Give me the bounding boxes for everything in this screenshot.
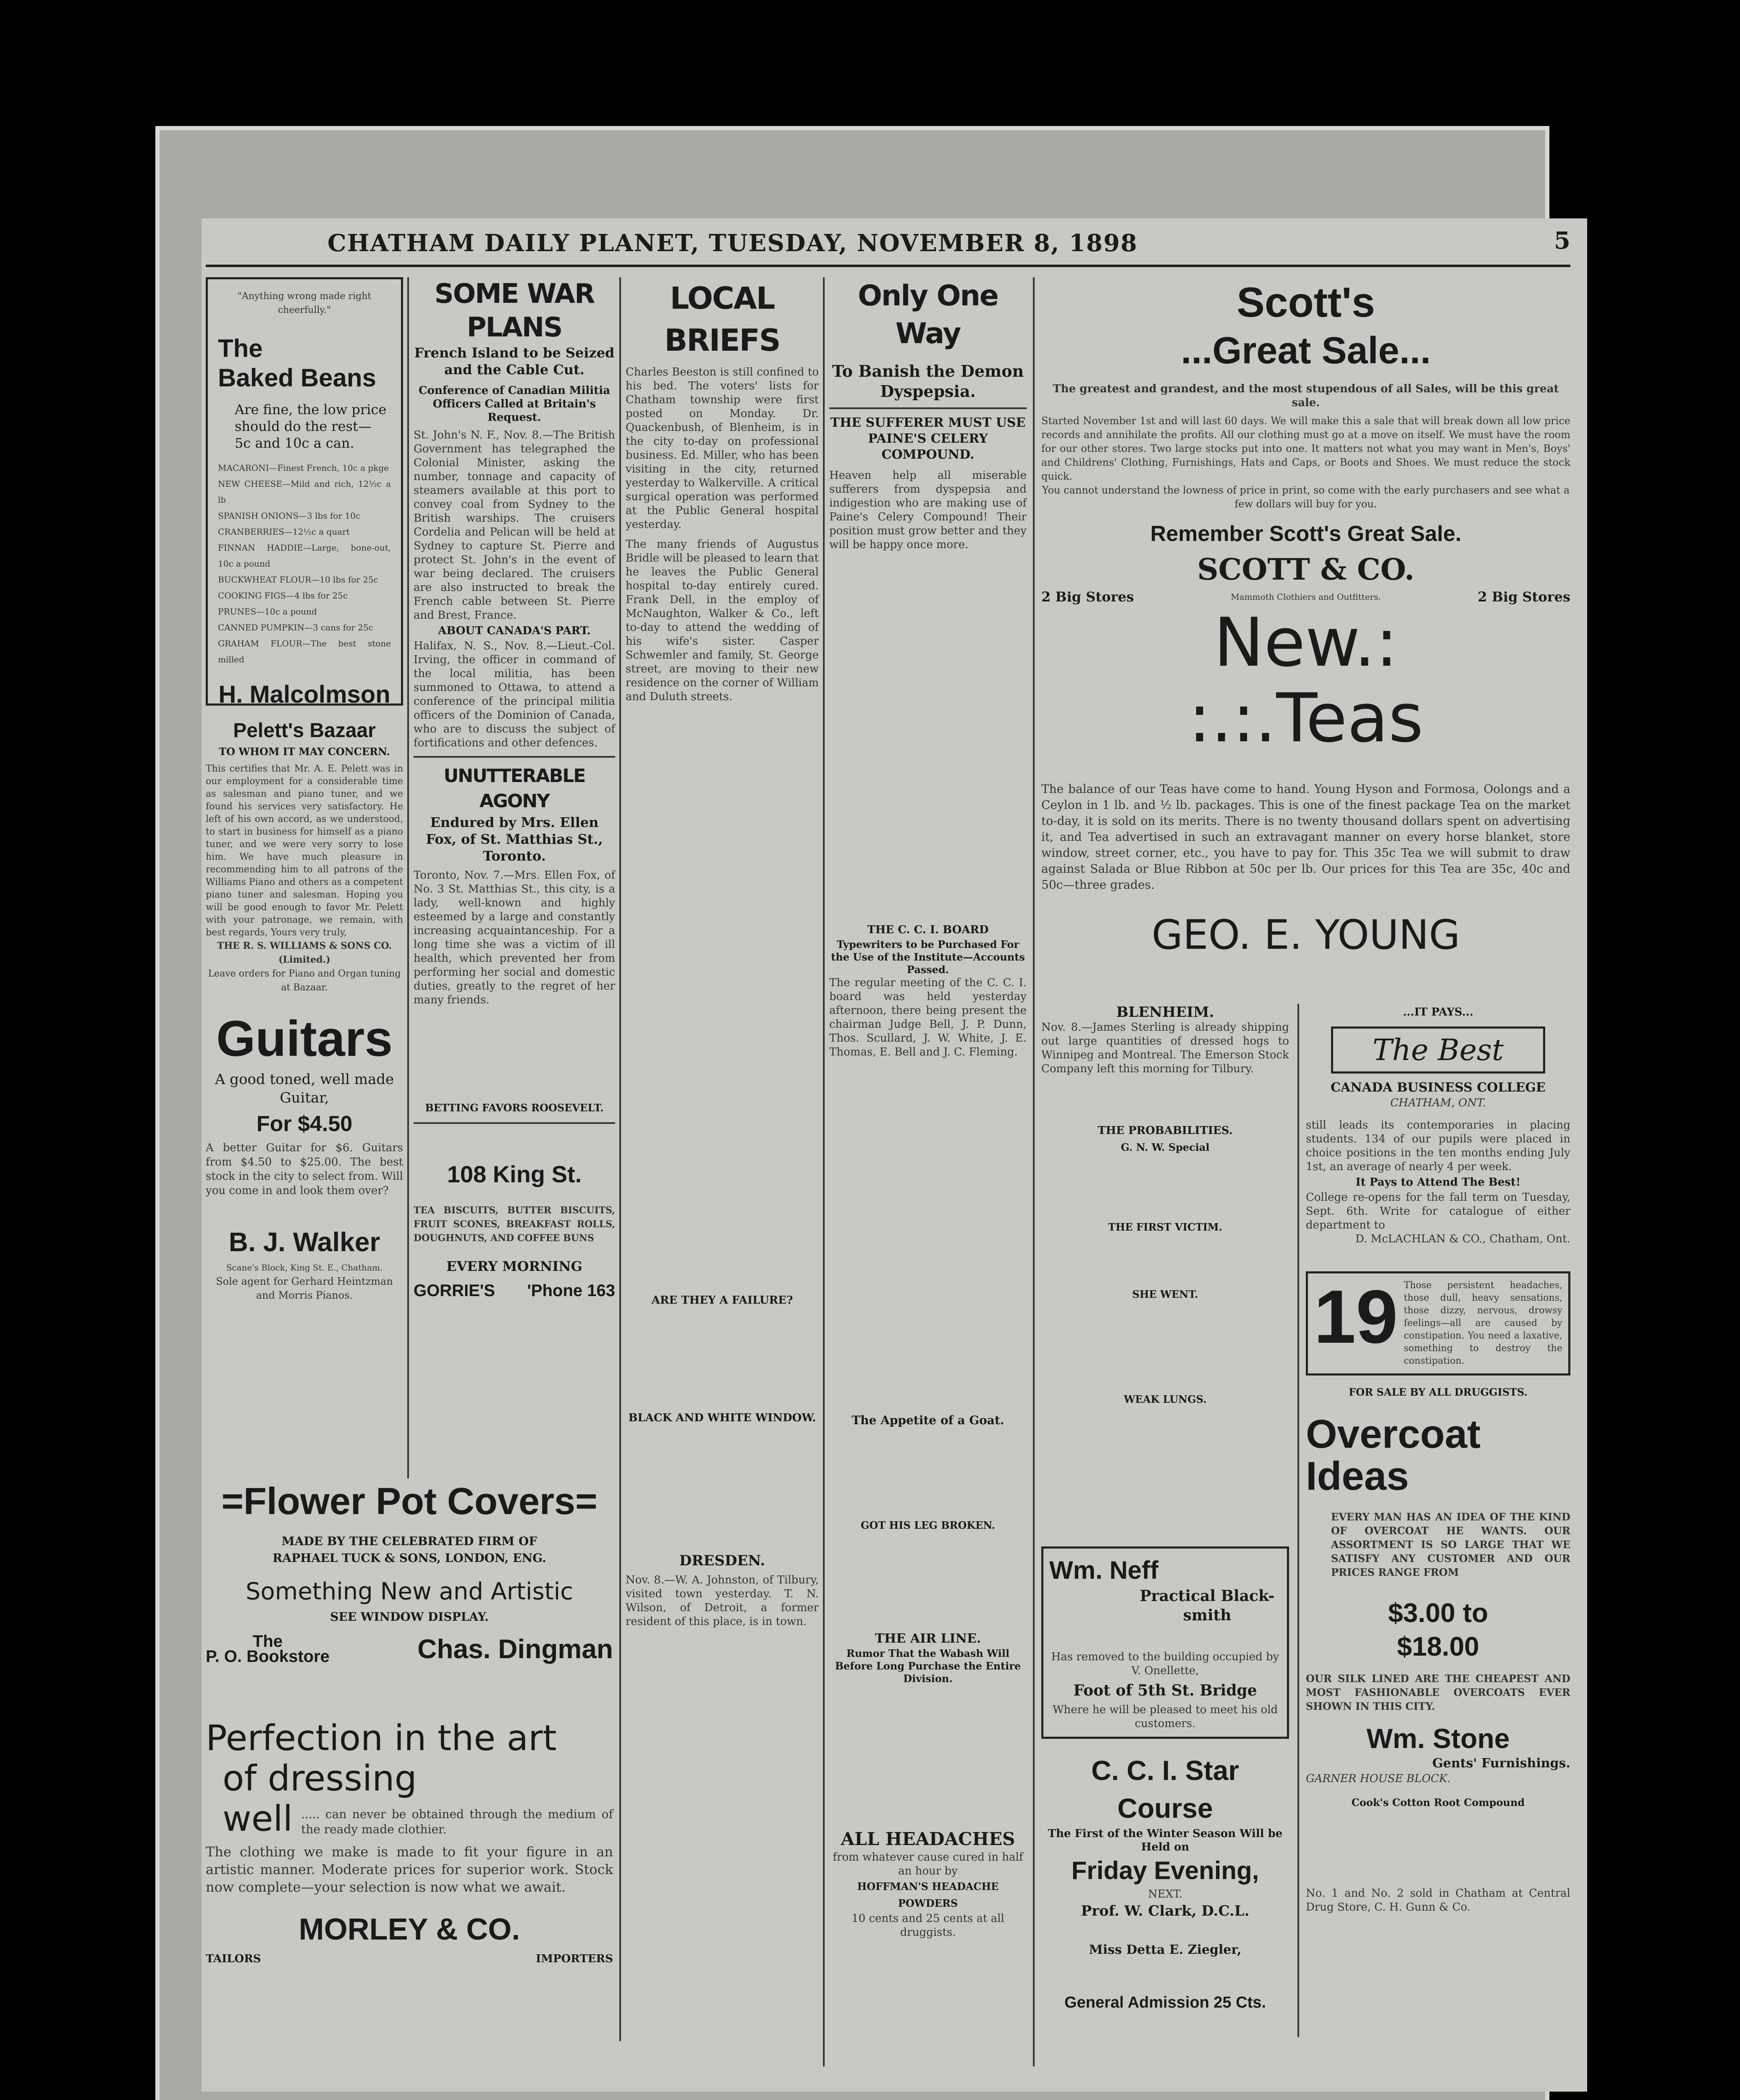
friday-evening: Friday Evening, (1071, 1856, 1259, 1885)
walker-note: Sole agent for Gerhard Heintzman and Morris Pianos. (216, 1276, 393, 1301)
masthead-rule (206, 265, 1570, 267)
bookstore-row (206, 1634, 613, 1664)
column-6 (1306, 1004, 1570, 2066)
pelett-sign: THE R. S. WILLIAMS & SONS CO. (Limited.) (217, 940, 392, 965)
column-rule (1033, 277, 1035, 2066)
perfection-small: ..... can never be obtained through the medium of the ready made clothier. (301, 1807, 613, 1836)
scotts-lead: The greatest and grandest, and the most stupendous of all Sales, will be this great sale. (1053, 383, 1559, 409)
dingman-name: Chas. Dingman (417, 1634, 613, 1664)
stone-sub: Gents' Furnishings. (1432, 1756, 1570, 1771)
every-morning: EVERY MORNING (446, 1258, 582, 1274)
agony-text: Toronto, Nov. 7.—Mrs. Ellen Fox, of No. 3 St. Matthias St., this city, is a lady, well-known and highly esteemed by a large and constantly increasing acquaintanceship. For a long time she was a victim of ill health, which prevented her from performing her social and domestic duties, greatly to the regret of her many friends. (414, 869, 615, 1006)
ideas-word: Ideas (1306, 1454, 1409, 1499)
neff-trade: Practical Black-smith (1140, 1587, 1275, 1624)
flower-title: =Flower Pot Covers= (221, 1480, 597, 1522)
failure-heading: ARE THEY A FAILURE? (651, 1294, 793, 1307)
paines-text: Heaven help all miserable sufferers from dyspepsia and indigestion who are making use of Paine's Celery Compound! Their position must grow better and they will be happy once more. (829, 469, 1027, 551)
bookstore-name: P. O. Bookstore (206, 1647, 330, 1666)
stores-mid: Mammoth Clothiers and Outfitters. (1231, 591, 1381, 602)
beans-item: SPANISH ONIONS—3 lbs for 10c (218, 511, 360, 521)
only-one-way-headline: Only One Way (858, 279, 998, 350)
next-label: NEXT. (1148, 1888, 1183, 1900)
gorries-phone: 'Phone 163 (527, 1281, 615, 1300)
malcolmson-ad (206, 277, 403, 706)
pays-best: It Pays to Attend The Best! (1355, 1176, 1521, 1189)
bookstore-the: The (252, 1632, 283, 1651)
pelett-title: Pelett's Bazaar (233, 719, 376, 742)
canada-part-text: Halifax, N. S., Nov. 8.—Lieut.-Col. Irving, the officer in command of the local militia, has been summoned to Ottawa, to attend a conference of the principal militia officers of the Dominion of Canada, who are to discuss the subject of fortifications and other defences. (414, 640, 615, 749)
neff-text: Has removed to the building occupied by V. Onellette, (1051, 1651, 1279, 1677)
guitars-price: For $4.50 (256, 1112, 353, 1136)
war-plans-headline: SOME WAR PLANS (434, 278, 595, 343)
pelett-note: Leave orders for Piano and Organ tuning at Bazaar. (208, 969, 401, 993)
local-briefs-text: Charles Beeston is still confined to his bed. The voters' lists for Chatham township were first posted on Monday. Dr. Quackenbush, of Blenheim, is in the city to-day on professional business. Ed. Miller, who has been visiting in the city, returned yesterday to Walkerville. A critical surgical operation was performed at the Public General hospital yesterday. (626, 366, 819, 531)
column-4 (829, 277, 1027, 2066)
admission: General Admission 25 Cts. (1064, 1994, 1266, 2011)
beans-item: CRANBERRIES—12½c a quart (218, 527, 350, 537)
malcolmson-signature: H. Malcolmson (218, 681, 390, 708)
overcoat-price-1: $3.00 to (1388, 1598, 1488, 1628)
remember-scotts: Remember Scott's Great Sale. (1150, 522, 1462, 546)
cci-board-sub: Typewriters to be Purchased For the Use of the Institute—Accounts Passed. (831, 938, 1025, 976)
column-rule (1297, 1004, 1299, 2037)
page-number: 5 (1554, 227, 1570, 255)
beans-item: PRUNES—10c a pound (218, 606, 317, 617)
neff-name: Wm. Neff (1049, 1556, 1158, 1584)
divider (414, 1122, 615, 1124)
neff-address: Foot of 5th St. Bridge (1073, 1682, 1257, 1699)
tailors-label: TAILORS (206, 1953, 261, 1965)
hoffman-name: HOFFMAN'S HEADACHE POWDERS (857, 1880, 999, 1909)
masthead: CHATHAM DAILY PLANET, TUESDAY, NOVEMBER 8, 1898 (328, 229, 1138, 257)
beans-item: FINNAN HADDIE—Large, bone-out, 10c a pound (218, 543, 391, 569)
column-5 (1041, 1004, 1289, 2066)
dresden-heading: DRESDEN. (679, 1552, 765, 1569)
scotts-text: Started November 1st and will last 60 days. We will make this a sale that will break down all low price records and annihilate the profits. All our clothing must go at a move on itself. We must have the room for our other stores. Two large stocks put into one. It matters not what you may want in Men's, Boys' and Childrens' Clothing, Furnishings, Hats and Caps, or Boots and Shoes. We must reduce the stock quick. (1041, 415, 1570, 482)
cci-star-sub: The First of the Winter Season Will be Held on (1048, 1827, 1283, 1853)
beans-item: BUCKWHEAT FLOUR—10 lbs for 25c (218, 575, 378, 585)
nineteen-ad (1306, 1271, 1570, 1376)
new-heading: New.: (1213, 603, 1398, 682)
first-victim-heading: THE FIRST VICTIM. (1108, 1221, 1222, 1233)
neff-note: Where he will be pleased to meet his old customers. (1052, 1704, 1278, 1730)
perfection-text: The clothing we make is made to fit your figure in an artistic manner. Moderate prices for superior work. Stock now complete—your selection is now what we await. (206, 1844, 613, 1895)
beans-title-2: Baked Beans (218, 364, 376, 392)
morley-ad (206, 1718, 613, 2020)
dresden-text: Nov. 8.—W. A. Johnston, of Tilbury, visited town yesterday. T. N. Wilson, of Detroit, a former resident of this place, is in town. (626, 1574, 819, 1628)
blenheim-text: Nov. 8.—James Sterling is already shipping out large quantities of dressed hogs to Winnipeg and Montreal. The Emerson Stock Company left this morning for Tilbury. (1041, 1021, 1289, 1075)
flower-pot-ad (206, 1478, 613, 1705)
scotts-ad (1041, 277, 1570, 605)
cbc-city: CHATHAM, ONT. (1390, 1097, 1486, 1109)
headaches-text: from whatever cause cured in half an hour by (833, 1851, 1023, 1877)
flower-firm: RAPHAEL TUCK & SONS, LONDON, ENG. (273, 1551, 546, 1565)
war-plans-sub: French Island to be Seized and the Cable Cut. (414, 345, 615, 378)
cci-star-title: C. C. I. Star Course (1091, 1755, 1239, 1824)
perfection-line-1: Perfection in the art (206, 1717, 557, 1759)
clark-name: Prof. W. Clark, D.C.L. (1081, 1903, 1250, 1919)
young-teas-ad (1041, 605, 1570, 991)
ziegler-name: Miss Detta E. Ziegler, (1089, 1942, 1242, 1957)
the-best-logo: The Best (1331, 1026, 1545, 1074)
guitars-more: A better Guitar for $6. Guitars from $4.50 to $25.00. The best stock in the city to select from. Will you come in and look them over? (206, 1142, 403, 1197)
all-druggists: FOR SALE BY ALL DRUGGISTS. (1349, 1386, 1528, 1398)
young-name: GEO. E. YOUNG (1151, 911, 1460, 958)
dyspepsia-sub: To Banish the Demon Dyspepsia. (832, 362, 1024, 401)
leg-broken-heading: GOT HIS LEG BROKEN. (860, 1519, 996, 1531)
flower-something: Something New and Artistic (245, 1578, 574, 1605)
guitars-text: A good toned, well made Guitar, (215, 1071, 394, 1106)
pelett-text: This certifies that Mr. A. E. Pelett was in our employment for a considerable time as salesman and piano tuner, and we found his services very satisfactory. He left of his own accord, as we understood, to start in business for himself as a piano tuner, and we were very sorry to lose him. We have much pleasure in recommending him to all patrons of the Williams Piano and others as a competent piano tuner and salesman. Hoping you will be good enough to favor Mr. Pelett with your patronage, we remain, with best regards, Yours very truly, (206, 764, 403, 938)
silk-text: OUR SILK LINED ARE THE CHEAPEST AND MOST FASHIONABLE OVERCOATS EVER SHOWN IN THIS CITY. (1306, 1672, 1570, 1712)
hoffman-price: 10 cents and 25 cents at all druggists. (852, 1912, 1004, 1939)
canada-part-heading: ABOUT CANADA'S PART. (438, 625, 591, 637)
she-went-heading: SHE WENT. (1132, 1288, 1198, 1300)
scotts-stores-row (1041, 588, 1570, 605)
gorries-name: GORRIE'S (414, 1281, 495, 1300)
scotts-note: You cannot understand the lowness of price in print, so come with the early purchasers and see what a few dollars will buy for you. (1042, 484, 1570, 510)
beans-title-1: The (218, 334, 263, 362)
cbc-note: College re-opens for the fall term on Tuesday, Sept. 6th. Write for catalogue of either department to (1306, 1191, 1570, 1231)
overcoat-word: Overcoat (1306, 1412, 1481, 1457)
blenheim-heading: BLENHEIM. (1116, 1004, 1214, 1021)
column-3 (626, 277, 819, 2062)
cbc-text: still leads its contemporaries in placing students. 134 of our pupils were placed in choice positions in the ten months ending July 1st, an average of nearly 4 per week. (1306, 1119, 1570, 1173)
appetite-heading: The Appetite of a Goat. (852, 1413, 1004, 1427)
flower-see: SEE WINDOW DISPLAY. (330, 1610, 489, 1624)
roosevelt-heading: BETTING FAVORS ROOSEVELT. (425, 1102, 604, 1114)
local-briefs-text-2: The many friends of Augustus Bridle will be pleased to learn that he leaves the Public General hospital to-day entirely cured. Frank Dell, in the employ of McNaughton, Walker & Co., left to-day to attend the wedding of his wife's sister. Casper Schwemler and family, St. George street, are moving to their new residence on the corner of William and Duluth streets. (626, 538, 819, 703)
beans-item: COOKING FIGS—4 lbs for 25c (218, 591, 348, 601)
scotts-sub: ...Great Sale... (1181, 330, 1431, 372)
column-rule (823, 277, 825, 2066)
beans-text: Are fine, the low price should do the rest— 5c and 10c a can. (235, 402, 387, 451)
neff-ad (1041, 1546, 1289, 1739)
overcoat-text: EVERY MAN HAS AN IDEA OF THE KIND OF OVERCOAT HE WANTS. OUR ASSORTMENT IS SO LARGE THAT WE SATISFY ANY CUSTOMER AND OUR PRICES RANGE FROM (1331, 1511, 1570, 1578)
probabilities-heading: THE PROBABILITIES. (1098, 1124, 1233, 1137)
cci-board-text: The regular meeting of the C. C. I. board was held yesterday afternoon, there being present the chairman Judge Bell, J. P. Dunn, Thos. Scullard, J. W. White, J. E. Thomas, E. Bell and J. C. Fleming. (829, 976, 1027, 1058)
cotton-root-title: Cook's Cotton Root Compound (1351, 1796, 1525, 1809)
nineteen-text: Those persistent headaches, those dull, heavy sensations, those dizzy, nervous, drowsy feelings—all are caused by constipation. You need a laxative, something to destroy the constipation. (1404, 1280, 1562, 1366)
perfection-line-3: well (223, 1798, 293, 1839)
nineteen-number: 19 (1314, 1275, 1398, 1359)
king-st: 108 King St. (447, 1161, 582, 1187)
overcoat-price-2: $18.00 (1397, 1631, 1479, 1662)
stores-right: 2 Big Stores (1478, 589, 1570, 605)
walker-name: B. J. Walker (228, 1227, 380, 1257)
paines-sub: THE SUFFERER MUST USE PAINE'S CELERY COMPOUND. (830, 415, 1026, 462)
guitars-title: Guitars (216, 1011, 393, 1067)
beans-item: CANNED PUMPKIN—3 cans for 25c (218, 622, 373, 633)
gorries-row (414, 1283, 615, 1298)
headaches-heading: ALL HEADACHES (841, 1829, 1015, 1849)
teas-text: The balance of our Teas have come to hand. Young Hyson and Formosa, Oolongs and a Ceylon in 1 lb. and ½ lb. packages. This is one of the finest package Tea on the market to-day, it is sold on its merits. There is no twenty thousand dollars spent on advertising it, and Tea advertised in such an extravagant manner on every horse blanket, store window, street corner, etc., you have to pay for. This 35c Tea we will submit to draw against Salada or Blue Ribbon at 50c per lb. Our prices for this Tea are 35c, 40c and 50c—three grades. (1041, 782, 1570, 892)
scotts-title: Scott's (1237, 279, 1375, 326)
weak-lungs-heading: WEAK LUNGS. (1124, 1393, 1207, 1405)
column-rule (407, 277, 409, 1478)
newspaper-page (202, 218, 1587, 2092)
local-briefs-headline: LOCAL BRIEFS (664, 281, 780, 358)
beans-quote: "Anything wrong made right cheerfully." (237, 291, 372, 315)
column-1 (206, 277, 403, 1495)
importers-label: IMPORTERS (536, 1953, 613, 1965)
beans-item: MACARONI—Finest French, 10c a pkge (218, 463, 389, 473)
scott-co: SCOTT & CO. (1197, 552, 1415, 587)
it-pays: ...IT PAYS... (1403, 1006, 1473, 1018)
bookstore-block (206, 1634, 330, 1664)
biscuits-list: TEA BISCUITS, BUTTER BISCUITS, FRUIT SCONES, BREAKFAST ROLLS, DOUGHNUTS, AND COFFEE BUNS (414, 1205, 615, 1244)
beans-item: NEW CHEESE—Mild and rich, 12½c a lb (218, 479, 391, 505)
air-line-sub: Rumor That the Wabash Will Before Long Purchase the Entire Division. (835, 1647, 1021, 1685)
morley-footer (206, 1950, 613, 1967)
cbc-title: CANADA BUSINESS COLLEGE (1331, 1080, 1546, 1095)
stone-address: GARNER HOUSE BLOCK. (1306, 1772, 1451, 1785)
morley-name: MORLEY & CO. (299, 1913, 520, 1946)
gnw-special: G. N. W. Special (1121, 1141, 1210, 1153)
divider (829, 407, 1027, 409)
cci-board-heading: THE C. C. I. BOARD (867, 924, 989, 936)
perfection-line-2: of dressing (223, 1758, 417, 1799)
walker-address: Scane's Block, King St. E., Chatham. (226, 1263, 383, 1273)
cbc-sign: D. McLACHLAN & CO., Chatham, Ont. (1355, 1233, 1570, 1245)
war-plans-text: St. John's N. F., Nov. 8.—The British Government has telegraphed the Colonial Minister, asking the number, tonnage and capacity of steamers available at this port to convey coal from Sydney to the British warships. The cruisers Cordelia and Pelican will be held at Sydney to capture St. Pierre and protect St. John's in the event of war being declared. The cruisers are also instructed to break the French cable between St. Pierre and Brest, France. (414, 429, 615, 622)
pelett-sub: TO WHOM IT MAY CONCERN. (219, 746, 390, 758)
agony-sub: Endured by Mrs. Ellen Fox, of St. Matthias St., Toronto. (426, 814, 603, 864)
column-2 (414, 277, 615, 1478)
stores-left: 2 Big Stores (1041, 589, 1134, 605)
air-line-heading: THE AIR LINE. (875, 1631, 981, 1646)
teas-heading: :.:.Teas (1188, 679, 1423, 757)
war-plans-sub-2: Conference of Canadian Militia Officers Called at Britain's Request. (418, 384, 611, 424)
flower-made: MADE BY THE CELEBRATED FIRM OF (281, 1534, 537, 1548)
beans-item: GRAHAM FLOUR—The best stone milled (218, 638, 391, 664)
stone-name: Wm. Stone (1366, 1723, 1510, 1754)
agony-headline: UNUTTERABLE AGONY (443, 765, 585, 812)
cotton-root-note: No. 1 and No. 2 sold in Chatham at Central Drug Store, C. H. Gunn & Co. (1306, 1887, 1570, 1914)
column-rule (619, 277, 621, 2041)
black-white-heading: BLACK AND WHITE WINDOW. (628, 1412, 816, 1424)
divider (414, 756, 615, 758)
